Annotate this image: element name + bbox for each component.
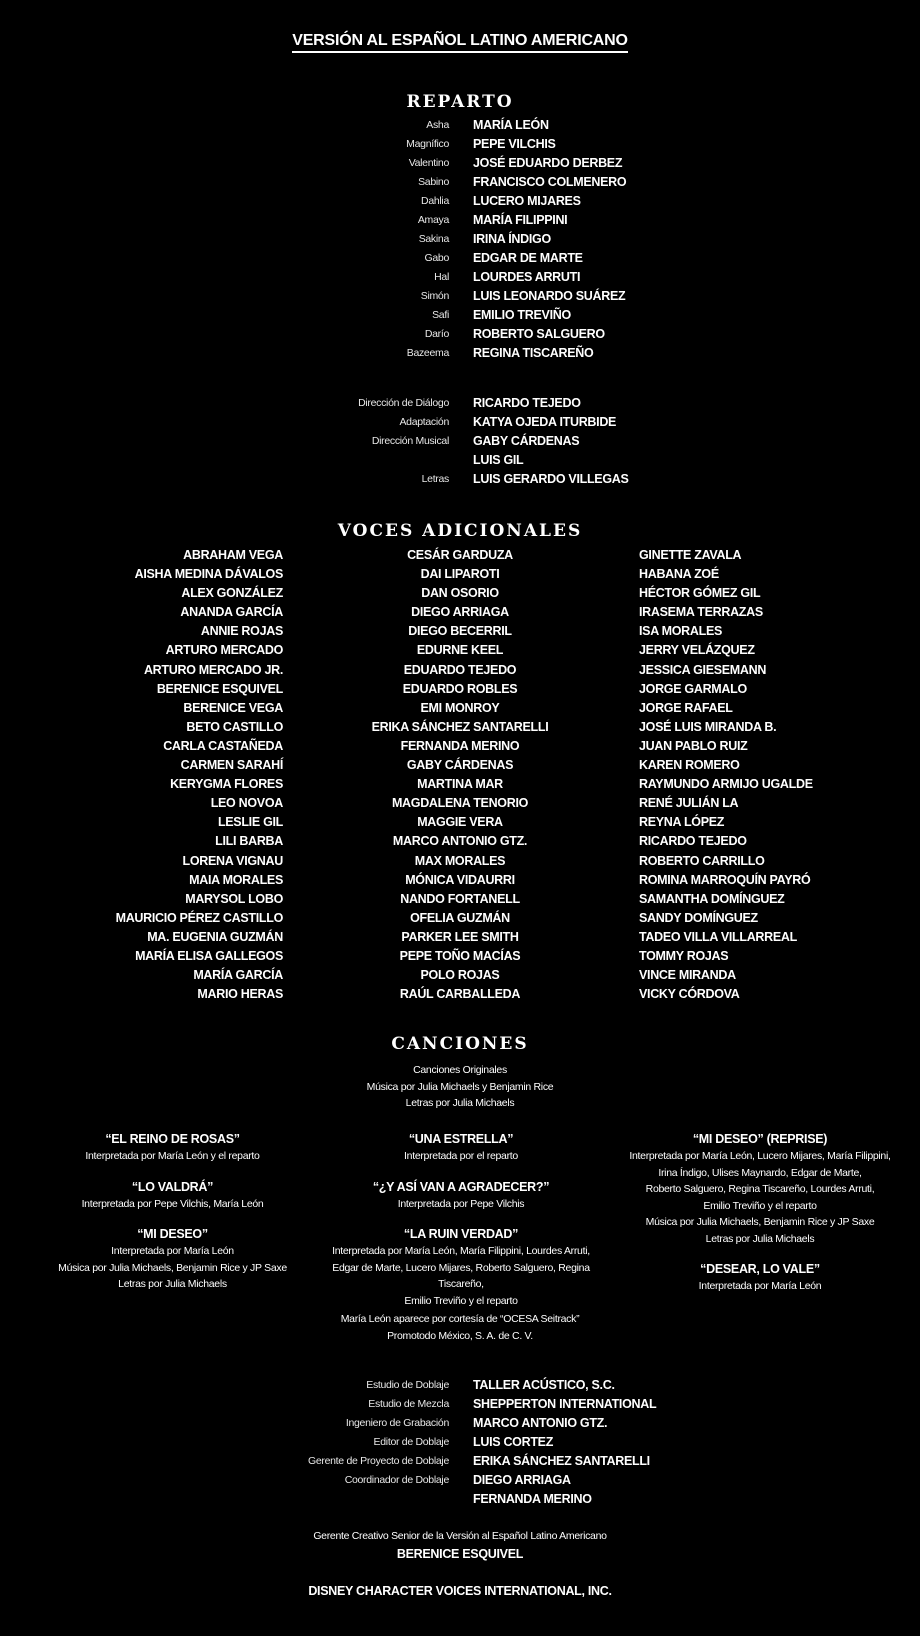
- voice-name: ARTURO MERCADO: [165, 643, 283, 658]
- cast-name: ROBERTO SALGUERO: [473, 327, 605, 341]
- voice-name: RENÉ JULIÁN LA: [639, 796, 739, 811]
- studio-name: TALLER ACÚSTICO, S.C.: [473, 1378, 615, 1392]
- voice-name: PARKER LEE SMITH: [401, 929, 519, 944]
- voice-name: TADEO VILLA VILLARREAL: [639, 929, 797, 944]
- studio-row: [0, 1471, 920, 1490]
- voice-name: LESLIE GIL: [217, 815, 283, 830]
- song-credits: Interpretada por Pepe Vilchis: [397, 1197, 525, 1210]
- senior-name: BERENICE ESQUIVEL: [396, 1547, 524, 1561]
- voice-name: REYNA LÓPEZ: [639, 815, 725, 830]
- voice-name: ALEX GONZÁLEZ: [181, 586, 283, 601]
- studio-row: [0, 1452, 920, 1471]
- voice-name: RICARDO TEJEDO: [639, 834, 747, 849]
- cast-name: LOURDES ARRUTI: [473, 270, 581, 284]
- voice-name: LILI BARBA: [215, 834, 283, 849]
- songs-column-2: [310, 1130, 612, 1322]
- cast-role: Dahlia: [421, 195, 449, 207]
- voice-name: VINCE MIRANDA: [639, 968, 736, 983]
- voice-name: ANANDA GARCÍA: [180, 605, 283, 620]
- cast-row: [0, 230, 920, 249]
- cast-role: Amaya: [417, 214, 449, 226]
- voice-name: CESÁR GARDUZA: [407, 548, 513, 562]
- voice-name: TOMMY ROJAS: [639, 948, 729, 963]
- cast-name: EDGAR DE MARTE: [473, 251, 583, 265]
- crew-row: [0, 413, 920, 432]
- voice-name: JORGE GARMALO: [639, 681, 747, 696]
- voice-name: JERRY VELÁZQUEZ: [639, 643, 755, 658]
- song-title: “MI DESEO”: [137, 1227, 208, 1241]
- senior-role: Gerente Creativo Senior de la Versión al Español Latino Americano: [313, 1530, 607, 1542]
- song-title: “MI DESEO” (REPRISE): [692, 1132, 828, 1146]
- voice-name: MARTINA MAR: [417, 777, 503, 792]
- cast-role: Bazeema: [406, 347, 449, 359]
- songs-intro-line: Letras por Julia Michaels: [405, 1097, 515, 1109]
- voice-name: ROBERTO CARRILLO: [639, 853, 765, 868]
- voice-name: HÉCTOR GÓMEZ GIL: [639, 586, 761, 601]
- crew-role: Letras: [421, 473, 449, 485]
- cast-row: [0, 116, 920, 135]
- voice-name: MAGGIE VERA: [417, 815, 503, 830]
- voice-name: SAMANTHA DOMÍNGUEZ: [639, 891, 785, 906]
- crew-row: [0, 432, 920, 451]
- voice-name: PEPE TOÑO MACÍAS: [399, 948, 521, 963]
- song-credits: Interpretada por el reparto: [404, 1150, 518, 1162]
- cast-role: Sakina: [418, 233, 449, 245]
- voice-name: HABANA ZOÉ: [639, 567, 719, 582]
- studio-name: ERIKA SÁNCHEZ SANTARELLI: [473, 1454, 650, 1468]
- song-title: “LA RUIN VERDAD”: [403, 1227, 519, 1241]
- cast-row: [0, 344, 920, 363]
- song-title: “¿Y ASÍ VAN A AGRADECER?”: [372, 1179, 550, 1194]
- voice-name: SANDY DOMÍNGUEZ: [639, 910, 758, 925]
- songs-column-1: [40, 1130, 305, 1306]
- song-credits: Interpretada por Pepe Vilchis, María León: [81, 1197, 264, 1210]
- voice-name: MAX MORALES: [414, 853, 506, 868]
- voice-name: EDUARDO TEJEDO: [403, 662, 517, 677]
- crew-name: LUIS GERARDO VILLEGAS: [473, 472, 629, 486]
- voice-name: AISHA MEDINA DÁVALOS: [134, 567, 283, 582]
- crew-name: GABY CÁRDENAS: [473, 434, 580, 448]
- cast-row: [0, 325, 920, 344]
- voice-name: MAURICIO PÉREZ CASTILLO: [115, 910, 283, 925]
- cast-name: MARÍA FILIPPINI: [473, 213, 568, 227]
- voice-name: JOSÉ LUIS MIRANDA B.: [639, 719, 777, 734]
- crew-row: [0, 470, 920, 489]
- crew-role: Adaptación: [399, 416, 449, 428]
- song-credits: Interpretada por María León Música por Julia Michaels, Benjamin Rice y JP Saxe Letras por Julia Michaels: [58, 1245, 287, 1290]
- voice-name: BERENICE VEGA: [183, 700, 283, 715]
- song-entry: [40, 1130, 305, 1165]
- song-title: “LO VALDRÁ”: [131, 1179, 214, 1194]
- voices-column-middle: [310, 546, 610, 1004]
- voice-name: MARYSOL LOBO: [185, 891, 283, 906]
- cast-role: Gabo: [424, 252, 449, 264]
- song-title: “DESEAR, LO VALE”: [700, 1262, 820, 1276]
- cast-name: IRINA ÍNDIGO: [473, 232, 551, 246]
- voice-name: IRASEMA TERRAZAS: [639, 605, 763, 620]
- studio-name: FERNANDA MERINO: [473, 1492, 592, 1506]
- voice-name: MAIA MORALES: [189, 872, 283, 887]
- voice-name: LEO NOVOA: [210, 796, 283, 811]
- studio-role: Ingeniero de Grabación: [345, 1417, 449, 1429]
- song-credits: Interpretada por María León, María Filippini, Lourdes Arruti, Edgar de Marte, Lucero Mijares, Roberto Salguero, Regina Tiscareño, Emilio Treviño y el reparto: [332, 1245, 590, 1307]
- voice-name: MÓNICA VIDAURRI: [405, 872, 515, 887]
- courtesy-line: María León aparece por cortesía de “OCESA Seitrack”: [340, 1313, 580, 1325]
- cast-name: FRANCISCO COLMENERO: [473, 175, 627, 189]
- cast-name: EMILIO TREVIÑO: [473, 308, 571, 322]
- courtesy-line: Promotodo México, S. A. de C. V.: [387, 1329, 533, 1342]
- voice-name: RAÚL CARBALLEDA: [399, 987, 521, 1002]
- voice-name: RAYMUNDO ARMIJO UGALDE: [639, 777, 813, 792]
- cast-role: Sabino: [418, 176, 449, 188]
- crew-row: [0, 451, 920, 470]
- voices-column-right: [639, 546, 919, 1004]
- studio-row: [0, 1395, 920, 1414]
- crew-role: Dirección Musical: [371, 435, 449, 447]
- cast-row: [0, 173, 920, 192]
- cast-name: LUIS LEONARDO SUÁREZ: [473, 289, 626, 303]
- cast-name: MARÍA LEÓN: [473, 118, 549, 132]
- cast-name: LUCERO MIJARES: [473, 194, 581, 208]
- cast-name: REGINA TISCAREÑO: [473, 346, 594, 360]
- voice-name: MARCO ANTONIO GTZ.: [392, 834, 528, 849]
- voice-name: CARMEN SARAHÍ: [180, 758, 283, 773]
- cast-list: [0, 116, 920, 363]
- voice-name: MAGDALENA TENORIO: [391, 796, 529, 811]
- song-entry: [40, 1178, 305, 1213]
- voice-name: MARÍA ELISA GALLEGOS: [135, 948, 283, 963]
- cast-role: Darío: [424, 328, 449, 340]
- song-entry: [40, 1225, 305, 1293]
- cast-row: [0, 249, 920, 268]
- song-credits: Interpretada por María León y el reparto: [85, 1150, 260, 1162]
- studio-role: Estudio de Doblaje: [366, 1379, 449, 1391]
- voice-name: DAN OSORIO: [421, 586, 499, 601]
- cast-name: PEPE VILCHIS: [473, 137, 556, 151]
- voice-name: JESSICA GIESEMANN: [639, 662, 767, 677]
- songs-intro-line: Música por Julia Michaels y Benjamin Rice: [366, 1080, 554, 1093]
- crew-name: KATYA OJEDA ITURBIDE: [473, 415, 617, 429]
- voice-name: MA. EUGENIA GUZMÁN: [147, 929, 283, 944]
- cast-row: [0, 287, 920, 306]
- voices-heading: VOCES ADICIONALES: [337, 521, 583, 541]
- songs-intro: [0, 1062, 920, 1112]
- cast-role: Hal: [434, 271, 449, 283]
- song-entry: [610, 1130, 910, 1247]
- voice-name: ARTURO MERCADO JR.: [143, 662, 283, 677]
- song-credits: Interpretada por María León, Lucero Mijares, María Filippini, Irina Índigo, Ulises Maynardo, Edgar de Marte, Roberto Salguero, Regina Tiscareño, Lourdes Arruti, Emilio Treviño y el reparto Música por Julia Michaels, Benjamin Rice y JP Saxe Letras por Julia Michaels: [629, 1150, 891, 1245]
- voice-name: KERYGMA FLORES: [170, 777, 283, 792]
- footer-company: DISNEY CHARACTER VOICES INTERNATIONAL, INC.: [308, 1584, 612, 1598]
- voice-name: OFELIA GUZMÁN: [410, 910, 510, 925]
- cast-row: [0, 192, 920, 211]
- cast-role: Asha: [426, 119, 449, 131]
- voice-name: ERIKA SÁNCHEZ SANTARELLI: [371, 719, 549, 734]
- voice-name: CARLA CASTAÑEDA: [163, 738, 283, 753]
- cast-row: [0, 306, 920, 325]
- voice-name: ROMINA MARROQUÍN PAYRÓ: [639, 872, 811, 887]
- voice-name: DIEGO BECERRIL: [408, 624, 512, 639]
- main-title-text: VERSIÓN AL ESPAÑOL LATINO AMERICANO: [292, 32, 628, 53]
- voice-name: MARÍA GARCÍA: [193, 968, 283, 983]
- voices-column-left: [0, 546, 283, 1004]
- crew-name: LUIS GIL: [473, 453, 524, 467]
- crew-name: RICARDO TEJEDO: [473, 396, 581, 410]
- cast-role: Simón: [420, 290, 449, 302]
- studio-row: [0, 1433, 920, 1452]
- voice-name: BETO CASTILLO: [186, 719, 283, 734]
- voice-name: EDURNE KEEL: [416, 643, 504, 658]
- songs-column-3: [610, 1130, 910, 1308]
- voice-name: KAREN ROMERO: [639, 758, 740, 773]
- studio-list: [0, 1376, 920, 1509]
- courtesy-note: [0, 1311, 920, 1344]
- cast-role: Safi: [432, 309, 449, 321]
- voice-name: VICKY CÓRDOVA: [639, 987, 740, 1002]
- voice-name: BERENICE ESQUIVEL: [156, 681, 283, 696]
- cast-row: [0, 154, 920, 173]
- voice-name: ABRAHAM VEGA: [183, 548, 283, 562]
- song-entry: [310, 1225, 612, 1309]
- cast-heading: REPARTO: [406, 92, 514, 112]
- cast-row: [0, 135, 920, 154]
- studio-role: Gerente de Proyecto de Doblaje: [307, 1455, 449, 1467]
- voice-name: NANDO FORTANELL: [400, 891, 520, 906]
- songs-intro-line: Canciones Originales: [413, 1064, 507, 1076]
- crew-list: [0, 394, 920, 489]
- voice-name: DAI LIPAROTI: [420, 567, 500, 582]
- voice-name: MARIO HERAS: [197, 987, 283, 1002]
- voice-name: EDUARDO ROBLES: [402, 681, 518, 696]
- voice-name: DIEGO ARRIAGA: [411, 605, 509, 620]
- voice-name: GABY CÁRDENAS: [406, 758, 514, 773]
- cast-name: JOSÉ EDUARDO DERBEZ: [473, 156, 623, 170]
- studio-name: SHEPPERTON INTERNATIONAL: [473, 1397, 657, 1411]
- voice-name: ANNIE ROJAS: [200, 624, 283, 639]
- voice-name: POLO ROJAS: [420, 968, 500, 983]
- crew-role: Dirección de Diálogo: [358, 397, 449, 409]
- song-credits: Interpretada por María León: [698, 1280, 822, 1292]
- studio-name: MARCO ANTONIO GTZ.: [473, 1416, 608, 1430]
- cast-role: Magnífico: [406, 138, 449, 150]
- voice-name: JORGE RAFAEL: [639, 700, 733, 715]
- voice-name: ISA MORALES: [639, 624, 723, 639]
- voice-name: FERNANDA MERINO: [400, 738, 520, 753]
- studio-role: Estudio de Mezcla: [368, 1398, 449, 1410]
- studio-row: [0, 1376, 920, 1395]
- studio-name: LUIS CORTEZ: [473, 1435, 554, 1449]
- song-entry: [310, 1178, 612, 1213]
- song-title: “UNA ESTRELLA”: [408, 1132, 514, 1146]
- voice-name: LORENA VIGNAU: [182, 853, 283, 868]
- crew-row: [0, 394, 920, 413]
- voice-name: EMI MONROY: [420, 700, 500, 715]
- studio-row: [0, 1414, 920, 1433]
- main-title: [0, 32, 920, 50]
- song-entry: [610, 1260, 910, 1295]
- song-entry: [310, 1130, 612, 1165]
- song-title: “EL REINO DE ROSAS”: [105, 1132, 240, 1146]
- songs-heading: CANCIONES: [391, 1034, 529, 1054]
- senior-manager: [0, 1528, 920, 1563]
- cast-row: [0, 268, 920, 287]
- voice-name: GINETTE ZAVALA: [639, 548, 742, 562]
- cast-row: [0, 211, 920, 230]
- studio-name: DIEGO ARRIAGA: [473, 1473, 571, 1487]
- studio-row: [0, 1490, 920, 1509]
- voice-name: JUAN PABLO RUIZ: [639, 738, 748, 753]
- cast-role: Valentino: [408, 157, 449, 169]
- studio-role: Editor de Doblaje: [373, 1436, 449, 1448]
- studio-role: Coordinador de Doblaje: [344, 1474, 449, 1486]
